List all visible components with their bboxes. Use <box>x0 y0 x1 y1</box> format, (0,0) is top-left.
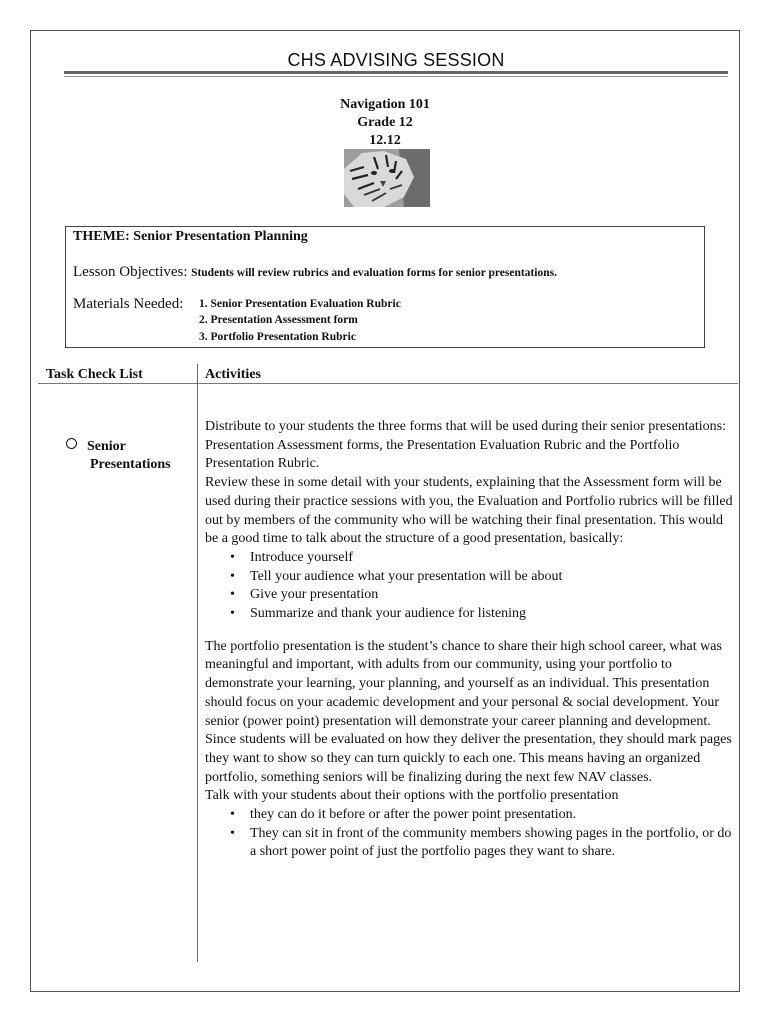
presentation-structure-list <box>205 549 735 624</box>
course-name: Navigation 101 <box>340 97 430 112</box>
tiger-image <box>344 149 430 207</box>
task-checklist-header: Task Check List <box>46 367 143 382</box>
objectives-label: Lesson Objectives: <box>73 264 188 280</box>
task-label-line1: Senior <box>87 439 126 454</box>
materials-label: Materials Needed: <box>73 296 184 312</box>
title-rule-thick <box>64 71 728 74</box>
list-item: • they can do it before or after the power point presentation. <box>250 806 735 825</box>
activity-paragraph: Distribute to your students the three forms that will be used during their senior presentations: Presentation Assessment forms, the Presentation Evaluation Rubric and the Portfolio Presentation Rubric. <box>205 419 727 472</box>
list-item: • Summarize and thank your audience for listening <box>250 605 735 624</box>
session-number: 12.12 <box>369 133 401 148</box>
theme-heading: THEME: Senior Presentation Planning <box>73 229 308 244</box>
task-item-senior-presentations <box>66 438 171 474</box>
list-item: • Give your presentation <box>250 586 735 605</box>
list-item: • Introduce yourself <box>250 549 735 568</box>
portfolio-options-list <box>205 806 735 862</box>
activity-paragraph: The portfolio presentation is the student’s chance to share their high school career, what was meaningful and important, with adults from our community, using your portfolio to demonstrate your learning, your planning, and yourself as an individual. This presentation should focus on your academic development and your personal & social development. Your senior (power point) presentation will demonstrate your career planning and development. Since students will be evaluated on how they deliver the presentation, they should mark pages they want to show so they can turn quickly to each one. This means having an organized portfolio, something seniors will be finalizing during the next few NAV classes. <box>205 638 732 785</box>
activity-paragraph: Talk with your students about their options with the portfolio presentation <box>205 788 619 804</box>
activities-content <box>205 418 735 862</box>
material-item: 2. Presentation Assessment form <box>199 314 358 326</box>
list-item: • They can sit in front of the community members showing pages in the portfolio, or do a short power point of just the portfolio pages they want to share. <box>250 825 735 862</box>
activity-paragraph: Review these in some detail with your students, explaining that the Assessment form will be used during their practice sessions with you, the Evaluation and Portfolio rubrics will be filled out by members of the community who will be watching their final presentation. This would be a good time to talk about the structure of a good presentation, basically: <box>205 475 733 547</box>
checkbox-circle-icon <box>66 438 77 449</box>
objectives-text: Students will review rubrics and evaluation forms for senior presentations. <box>191 267 557 279</box>
activities-header: Activities <box>205 367 261 382</box>
document-title: CHS ADVISING SESSION <box>287 50 505 70</box>
material-item: 3. Portfolio Presentation Rubric <box>199 331 356 343</box>
column-header-rule <box>38 383 738 384</box>
title-rule-thin <box>64 76 728 77</box>
materials-needed <box>73 296 183 313</box>
grade-level: Grade 12 <box>357 115 413 130</box>
column-divider <box>197 364 198 962</box>
material-item: 1. Senior Presentation Evaluation Rubric <box>199 298 401 310</box>
list-item: • Tell your audience what your presentation will be about <box>250 568 735 587</box>
task-label-line2: Presentations <box>90 457 171 472</box>
lesson-objectives <box>73 264 557 281</box>
